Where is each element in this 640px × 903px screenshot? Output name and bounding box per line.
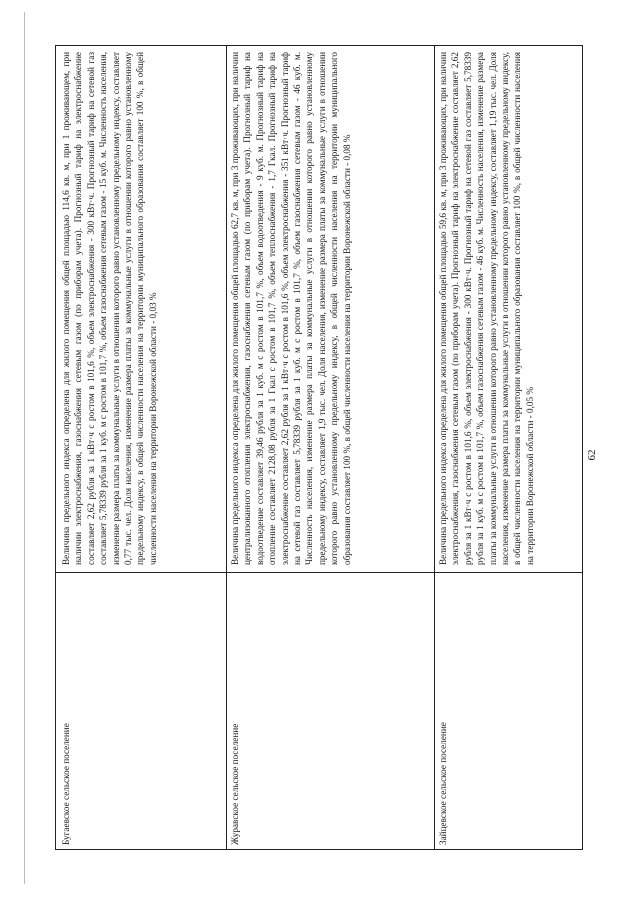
index-description: Величина предельного индекса определена для жилого помещения общей площадью 59,6 кв. м, при 3 проживающих, при наличии электроснабжения, газоснабжения сетевым газом (по приборам учета). Прогнозный тариф на электроснабжение составляет 2,62 рубля за 1 кВт·ч с ростом в 101,6 %, объем электроснабжения - 300 кВт·ч. Прогнозный тариф на сетевой газ составляет 5,78339 рубля за 1 куб. м с ростом в 101,7 %, объем газоснабжения сетевым газом - 46 куб. м. Численность населения, изменение размера платы за коммунальные услуги в отношении которого равно установленному предельному индексу, составляет 1,19 тыс. чел. Доля населения, изменение размера платы за коммунальные услуги в отношении которого равно установленному предельному индексу, в общей численности населения на территории муниципального образования составляет 100 %, в общей численности населения на территории Воронежской области - 0,05 %: [438, 52, 535, 565]
index-description-cell: [435, 46, 581, 571]
settlement-name: Зайцевское сельское поселение: [438, 722, 448, 845]
settlement-name: Журавское сельское поселение: [230, 723, 240, 845]
index-description-cell: [227, 46, 433, 571]
index-description-cell: [58, 46, 225, 571]
index-description: Величина предельного индекса определена для жилого помещения общей площадью 114,6 кв. м, при 1 проживающем, при наличии электроснабжения, газоснабжения сетевым газом (по приборам учета). Прогнозный тариф на электроснабжение составляет 2,62 рубля за 1 кВт·ч с ростом в 101,6 %, объем электроснабжения - 300 кВт·ч. Прогнозный тариф на сетевой газ составляет 5,78339 рубля за 1 куб. м с ростом в 101,7 %, объем газоснабжения сетевым газом - 15 куб. м. Численность населения, изменение размера платы за коммунальные услуги в отношении которого равно установленному предельному индексу, составляет 0,77 тыс. чел. Доля населения, изменение размера платы за коммунальные услуги в отношении которого равно установленному предельному индексу, в общей численности населения на территории муниципального образования составляет 100 %, в общей численности населения на территории Воронежской области - 0,03 %: [61, 52, 158, 565]
page-edge-line: [24, 12, 25, 884]
settlement-name-cell: [435, 573, 581, 849]
page-number: 62: [586, 449, 598, 461]
index-description: Величина предельного индекса определена для жилого помещения общей площадью 62,7 кв. м, при 3 проживающих, при наличии централизованного отопления электроснабжения, газоснабжения сетевым газом (по приборам учета). Прогнозный тариф на водоотведение составляет 39,46 рубля за 1 куб. м с ростом в 101,7 %, объем водоотведения - 9 куб. м. Прогнозный тариф на отопление составляет 2128,08 рубля за 1 Гкал с ростом в 101,7 %, объем теплоснабжения - 1,7 Гкал. Прогнозный тариф на электроснабжение составляет 2,62 рубля за 1 кВт·ч с ростом в 101,6 %, объем электроснабжения - 351 кВт·ч. Прогнозный тариф на сетевой газ составляет 5,78339 рубля за 1 куб. м с ростом в 101,7 %, объем газоснабжения сетевым газом - 46 куб. м. Численность населения, изменение размера платы за коммунальные услуги в отношении которого равно установленному предельному индексу, составляет 1,9 тыс. чел. Доля населения, изменение размера платы за коммунальные услуги в отношении которого равно установленному предельному индексу, в общей численности населения на территории муниципального образования составляет 100 %, в общей численности населения на территории Воронежской области - 0,08 %: [230, 52, 352, 565]
settlement-name-cell: [227, 573, 433, 849]
settlement-name-cell: [58, 573, 225, 849]
settlement-name: Бугаевское сельское поселение: [61, 723, 71, 845]
